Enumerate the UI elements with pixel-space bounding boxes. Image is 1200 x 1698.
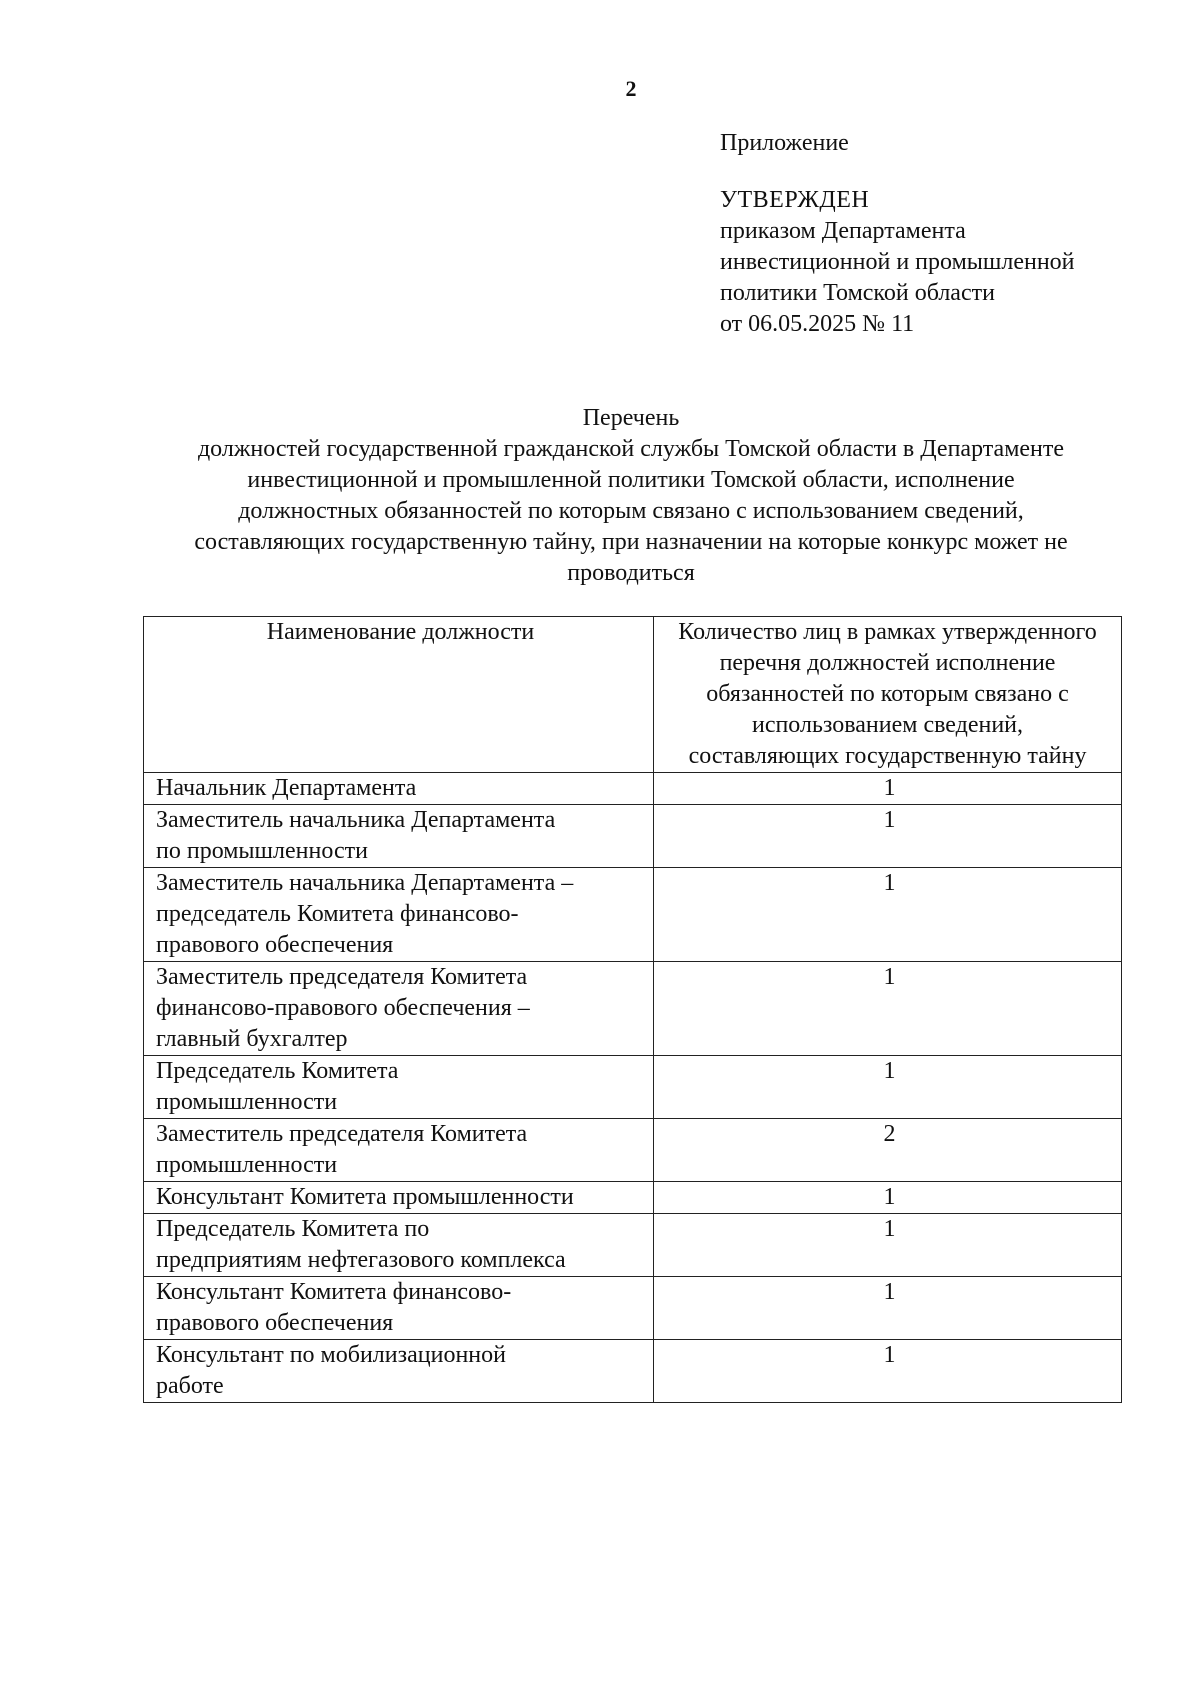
person-count-cell: 1 [654, 1277, 1122, 1340]
table-row [144, 1119, 1122, 1182]
table-header-row [144, 617, 1122, 773]
table-row [144, 1214, 1122, 1277]
position-name-line: главный бухгалтер [156, 1026, 348, 1052]
position-name-line: промышленности [156, 1152, 338, 1178]
title-line: должностных обязанностей по которым связано с использованием сведений, [238, 498, 1024, 524]
appendix-label: Приложение [720, 130, 849, 156]
title-line: составляющих государственную тайну, при назначении на которые конкурс может не [194, 529, 1068, 555]
position-name-line: финансово-правового обеспечения – [156, 995, 530, 1021]
approval-date: от 06.05.2025 № 11 [720, 311, 915, 337]
position-name-line: предприятиям нефтегазового комплекса [156, 1247, 566, 1273]
position-name-cell [144, 1119, 654, 1182]
person-count-cell: 1 [654, 1056, 1122, 1119]
position-name-line: Заместитель председателя Комитета [156, 964, 528, 990]
header-count-line: составляющих государственную тайну [688, 743, 1087, 769]
person-count-cell: 1 [654, 1182, 1122, 1214]
approval-block [720, 128, 1075, 340]
position-name-cell [144, 1277, 654, 1340]
header-position-name: Наименование должности [144, 617, 654, 773]
person-count-cell: 1 [654, 1340, 1122, 1403]
position-name-line: Заместитель начальника Департамента [156, 807, 556, 833]
position-name-line: правового обеспечения [156, 1310, 394, 1336]
position-name-cell [144, 962, 654, 1056]
position-name-cell [144, 805, 654, 868]
table-row [144, 805, 1122, 868]
approval-line: приказом Департамента [720, 218, 966, 244]
position-name-cell [144, 1056, 654, 1119]
approved-label: УТВЕРЖДЕН [720, 187, 870, 213]
header-count-line: использованием сведений, [751, 712, 1024, 738]
position-name-line: Заместитель начальника Департамента – [156, 870, 574, 896]
header-count-line: перечня должностей исполнение [719, 650, 1056, 676]
header-person-count [654, 617, 1122, 773]
position-name-line: председатель Комитета финансово- [156, 901, 519, 927]
table-row [144, 962, 1122, 1056]
document-title [130, 403, 1132, 589]
position-name-line: Председатель Комитета [156, 1058, 399, 1084]
position-name-line: Заместитель председателя Комитета [156, 1121, 528, 1147]
table-row [144, 868, 1122, 962]
position-name-cell [144, 1214, 654, 1277]
position-name-line: Начальник Департамента [156, 775, 417, 801]
position-name-cell [144, 868, 654, 962]
person-count-cell: 1 [654, 805, 1122, 868]
table-row [144, 1277, 1122, 1340]
person-count-cell: 1 [654, 868, 1122, 962]
person-count-cell: 1 [654, 962, 1122, 1056]
position-name-line: Председатель Комитета по [156, 1216, 430, 1242]
position-name-cell [144, 773, 654, 805]
position-name-cell [144, 1182, 654, 1214]
table-body [144, 773, 1122, 1403]
title-line: должностей государственной гражданской службы Томской области в Департаменте [197, 436, 1065, 462]
title-heading: Перечень [582, 405, 680, 431]
person-count-cell: 2 [654, 1119, 1122, 1182]
table-row [144, 1340, 1122, 1403]
header-count-line: Количество лиц в рамках утвержденного [678, 619, 1097, 645]
position-name-cell [144, 1340, 654, 1403]
position-name-line: промышленности [156, 1089, 338, 1115]
position-name-line: Консультант Комитета промышленности [156, 1184, 574, 1210]
title-line: проводиться [567, 560, 695, 586]
table-row [144, 1182, 1122, 1214]
table-row [144, 773, 1122, 805]
approval-line: инвестиционной и промышленной [720, 249, 1075, 275]
header-count-line: обязанностей по которым связано с [706, 681, 1069, 707]
person-count-cell: 1 [654, 1214, 1122, 1277]
table-row [144, 1056, 1122, 1119]
positions-table [143, 616, 1122, 1403]
position-name-line: Консультант Комитета финансово- [156, 1279, 512, 1305]
position-name-line: работе [156, 1373, 224, 1399]
approval-line: политики Томской области [720, 280, 995, 306]
position-name-line: по промышленности [156, 838, 368, 864]
page-number: 2 [625, 76, 637, 101]
position-name-line: правового обеспечения [156, 932, 394, 958]
title-line: инвестиционной и промышленной политики Томской области, исполнение [247, 467, 1015, 493]
person-count-cell: 1 [654, 773, 1122, 805]
position-name-line: Консультант по мобилизационной [156, 1342, 506, 1368]
